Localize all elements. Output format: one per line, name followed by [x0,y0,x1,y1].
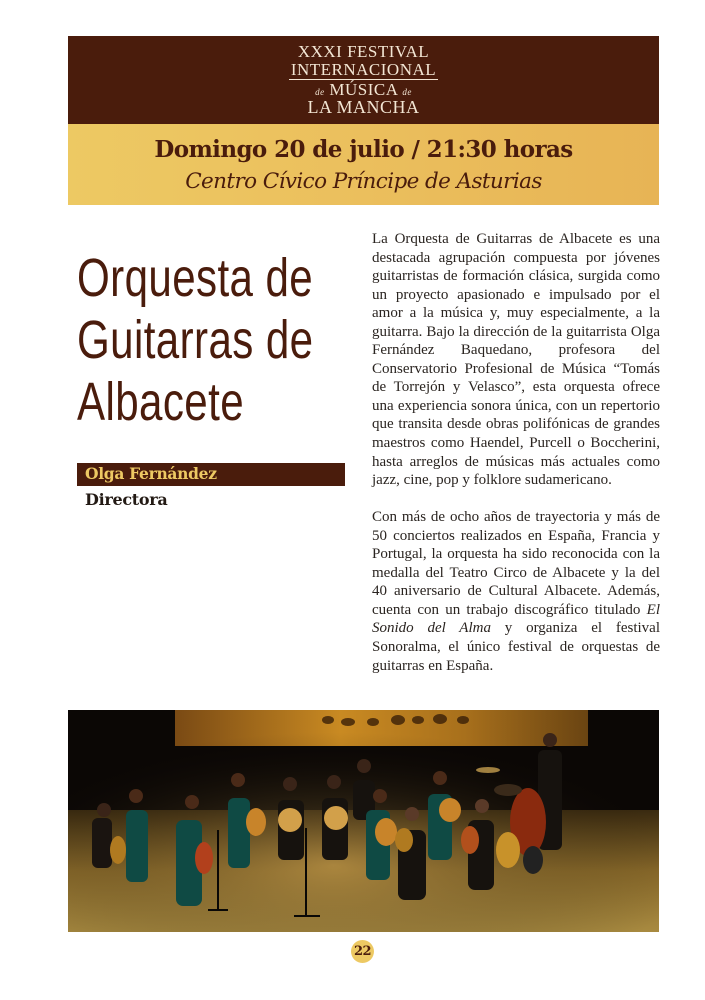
event-venue: Centro Cívico Príncipe de Asturias [185,169,542,194]
orchestra-photo [68,710,659,932]
festival-header-banner [68,36,659,124]
title-line-2: Guitarras de [77,310,314,370]
title-line-3: Albacete [77,372,245,432]
orchestra-photo-illustration [68,710,659,932]
logo-line-3 [68,81,659,98]
paragraph-2-text-b: y organiza el festival Sonoralma, el único festival de orquestas de guitarras en España. [372,620,661,674]
logo-musica: MÚSICA [329,80,398,99]
director-name-bar [77,463,345,486]
logo-de-suffix: de [402,87,412,97]
director-name: Olga Fernández [85,464,217,483]
paragraph-2 [372,508,660,675]
logo-line-4: LA MANCHA [307,97,420,117]
paragraph-2-text-a: Con más de ocho años de trayectoria y más de 50 conciertos realizados en España, Francia y Portugal, la orquesta ha sido reconocida con la medalla del Teatro Circo de Albacete y la del 40 aniversario de Cultural Albacete. Además, cuenta con un trabajo discográfico titulado [372,509,660,618]
event-date-time: Domingo 20 de julio / 21:30 horas [154,136,573,163]
page-number: 22 [351,940,374,963]
festival-logo [68,43,659,116]
stage-light [68,710,659,932]
page-title [77,247,314,433]
logo-de-prefix: de [315,87,325,97]
logo-line-2: INTERNACIONAL [290,60,437,79]
paragraph-1: La Orquesta de Guitarras de Albacete es una destacada agrupación compuesta por jóvenes guitarristas de formación clásica, surgida como un proyecto apasionado e impulsado por el amor a la música y, muy especialmente, a la guitarra. Bajo la dirección de la guitarrista Olga Fernández Baquedano, profesora del Conservatorio Profesional de Música “Tomás de Torrejón y Velasco”, esta orquesta ofrece una experiencia sonora única, con un repertorio que transita desde obras polifónicas de grandes maestros como Haendel, Purcell o Boccherini, hasta arreglos de músicas más actuales como jazz, cine, pop y folklore sudamericano. [372,231,660,489]
album-title: El Sonido del Alma [372,601,660,637]
logo-line-1: XXXI FESTIVAL [297,42,430,61]
title-line-1: Orquesta de [77,248,314,308]
article-body [372,230,660,675]
director-role: Directora [85,490,168,509]
event-info-banner [68,124,659,205]
